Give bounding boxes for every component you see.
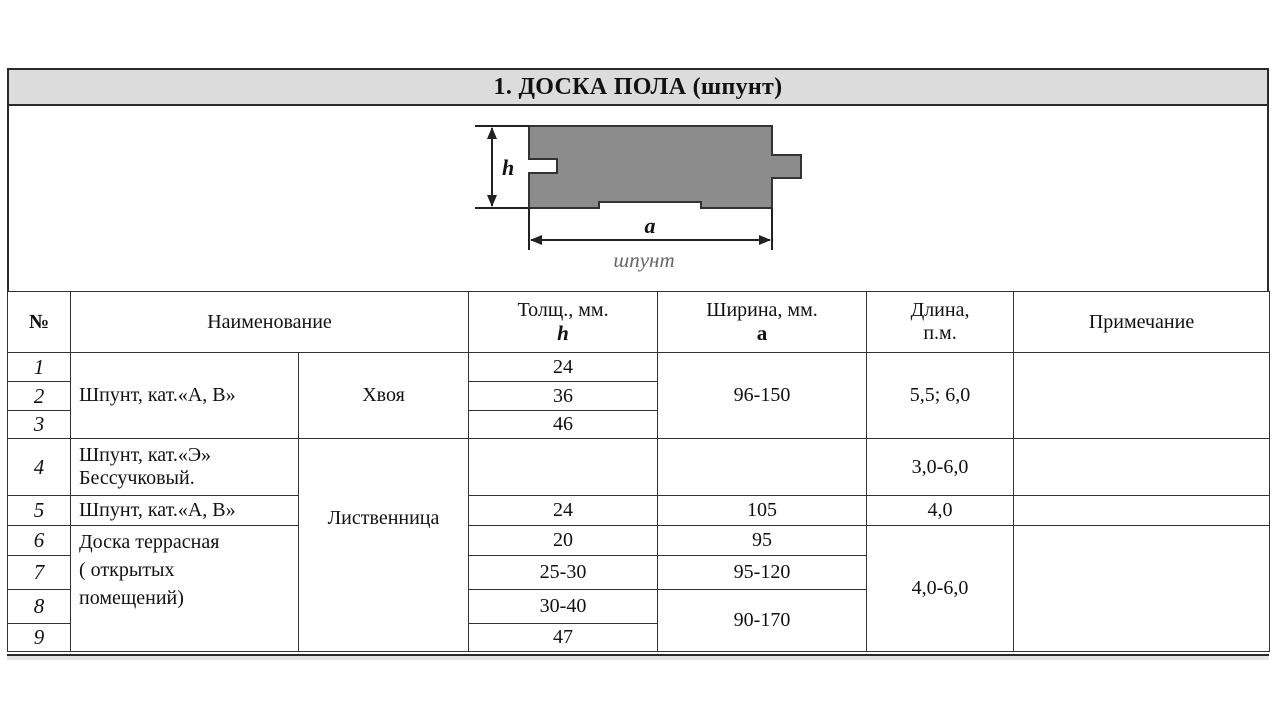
length-cell: 5,5; 6,0 (867, 353, 1014, 439)
width-cell: 96-150 (658, 353, 867, 439)
a-label: a (644, 213, 656, 238)
thickness-cell: 30-40 (469, 590, 658, 624)
product-name: Шпунт, кат.«А, В» (71, 496, 299, 526)
header-thickness-text: Толщ., мм. (517, 299, 609, 321)
document-page (7, 68, 1269, 660)
h-arrow-bottom (487, 195, 497, 207)
product-name (71, 526, 299, 652)
thickness-cell (469, 439, 658, 496)
wood-type-label: Лиственница (327, 507, 440, 529)
thickness-cell: 20 (469, 526, 658, 556)
product-name-line: Бессучковый. (79, 467, 195, 489)
tongue-groove-profile (9, 106, 1267, 292)
length-cell: 3,0-6,0 (867, 439, 1014, 496)
h-label: h (502, 155, 515, 180)
width-cell: 95 (658, 526, 867, 556)
header-name: Наименование (71, 292, 469, 353)
row-number: 7 (8, 556, 71, 590)
table-row (8, 496, 1270, 526)
thickness-cell: 24 (469, 496, 658, 526)
header-width-text: Ширина, мм. (706, 299, 818, 321)
table-row (8, 526, 1270, 556)
thickness-cell: 25-30 (469, 556, 658, 590)
header-length (867, 292, 1014, 353)
width-cell (658, 439, 867, 496)
header-width-symbol: а (756, 321, 768, 345)
row-number: 9 (8, 624, 71, 652)
width-cell: 95-120 (658, 556, 867, 590)
thickness-cell: 36 (469, 382, 658, 411)
h-arrow-top (487, 127, 497, 139)
wood-type (299, 439, 469, 652)
note-cell (1014, 439, 1270, 496)
table-row (8, 353, 1270, 382)
header-length-text: Длина, (910, 299, 970, 321)
product-name-line: ( открытых (79, 559, 175, 581)
thickness-cell: 24 (469, 353, 658, 382)
row-number: 1 (8, 353, 71, 382)
table-bottom-edge (7, 654, 1269, 660)
diagram-caption: шпунт (613, 248, 675, 272)
thickness-cell: 46 (469, 411, 658, 439)
header-row (8, 292, 1270, 353)
note-cell (1014, 353, 1270, 439)
table-title: 1. ДОСКА ПОЛА (шпунт) (7, 68, 1269, 106)
note-cell (1014, 496, 1270, 526)
product-name-line: Доска террасная (79, 531, 220, 553)
row-number: 5 (8, 496, 71, 526)
row-number: 6 (8, 526, 71, 556)
row-number: 2 (8, 382, 71, 411)
length-cell: 4,0-6,0 (867, 526, 1014, 652)
product-name-line: Шпунт, кат.«Э» (79, 444, 212, 466)
thickness-cell: 47 (469, 624, 658, 652)
wood-type: Хвоя (299, 353, 469, 439)
header-num: № (8, 292, 71, 353)
table-row (8, 439, 1270, 496)
note-cell (1014, 526, 1270, 652)
width-cell: 90-170 (658, 590, 867, 652)
row-number: 3 (8, 411, 71, 439)
header-width (658, 292, 867, 353)
board-profile-shape (529, 126, 801, 208)
profile-diagram (7, 106, 1269, 292)
header-thickness (469, 292, 658, 353)
row-number: 8 (8, 590, 71, 624)
product-name-line: помещений) (79, 587, 184, 609)
a-arrow-left (530, 235, 542, 245)
length-cell: 4,0 (867, 496, 1014, 526)
row-number: 4 (8, 439, 71, 496)
product-name (71, 439, 299, 496)
a-arrow-right (759, 235, 771, 245)
specs-table (7, 291, 1270, 652)
header-length-unit: п.м. (923, 322, 957, 344)
header-thickness-symbol: h (557, 321, 569, 345)
header-note: Примечание (1014, 292, 1270, 353)
width-cell: 105 (658, 496, 867, 526)
product-name: Шпунт, кат.«А, В» (71, 353, 299, 439)
